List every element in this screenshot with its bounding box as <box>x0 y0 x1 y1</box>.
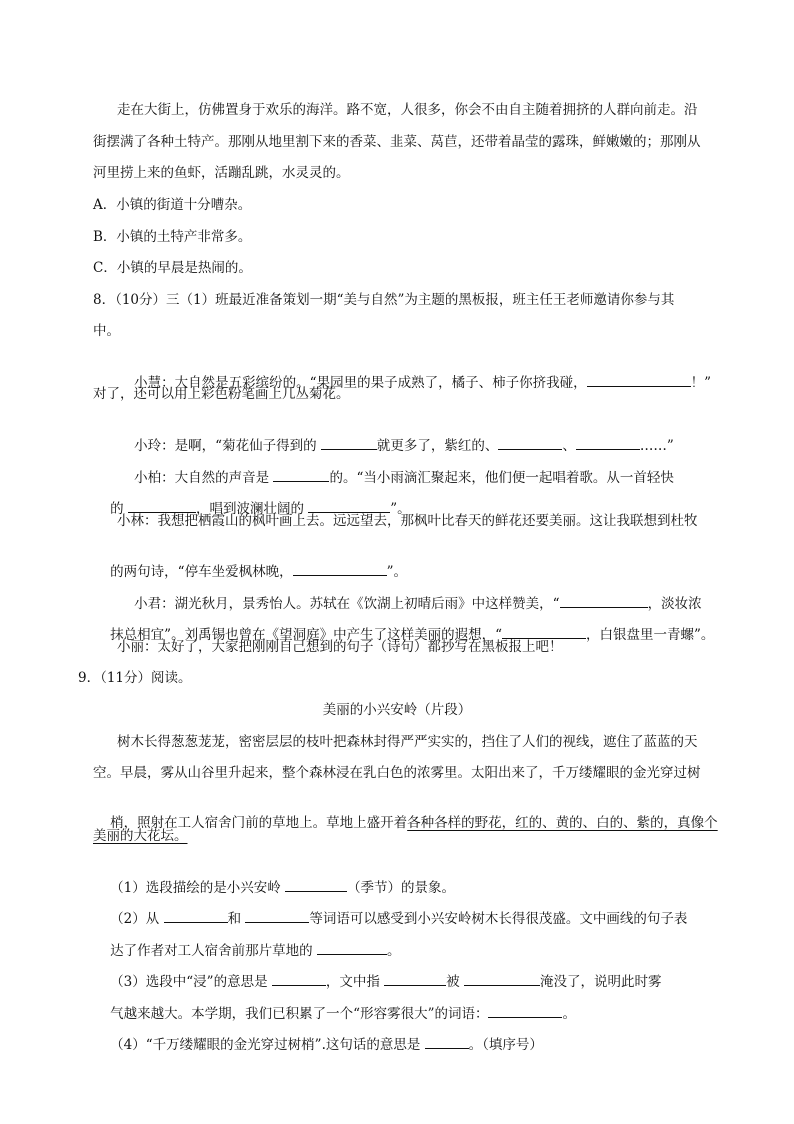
q9-heading: 9．（11分）阅读。 <box>78 670 192 686</box>
xiaojun-line-1: 小君：湖光秋月，景秀怡人。苏轼在《饮湖上初晴后雨》中这样赞美，“ ，淡妆浓 <box>117 575 702 631</box>
xiaolin-line-2: 的两句诗，“停车坐爱枫林晚， ”。 <box>93 543 407 599</box>
answer-blank[interactable] <box>425 1034 469 1049</box>
xiaobai-line-1: 小柏：大自然的声音是 的。“当小雨滴汇聚起来，他们便一起唱着歌。从一首轻快 <box>117 449 674 505</box>
q9-passage-line-4: 美丽的大花坛。 <box>93 828 188 844</box>
xiaohui-line-2: 对了，还可以用上彩色粉笔画上几丛菊花。 <box>93 386 350 402</box>
answer-blank[interactable] <box>502 624 586 639</box>
sub-question-1: （1）选段描绘的是小兴安岭 （季节）的景象。 <box>93 859 455 915</box>
answer-blank[interactable] <box>164 908 228 923</box>
answer-blank[interactable] <box>308 498 390 513</box>
passage-line-2: 街摆满了各种土特产。那刚从地里割下来的香菜、韭菜、莴苣，还带着晶莹的露珠，鲜嫩嫩的；那刚从 <box>93 134 701 150</box>
answer-blank[interactable] <box>384 971 446 986</box>
passage-line-3: 河里捞上来的鱼虾，活蹦乱跳，水灵灵的。 <box>93 165 350 181</box>
q8-heading-line-1: 8．（10分）三（1）班最近准备策划一期“美与自然”为主题的黑板报，班主任王老师邀请你参与其 <box>93 292 675 308</box>
answer-blank[interactable] <box>464 971 540 986</box>
xiaoling-line: 小玲：是啊，“菊花仙子得到的 就更多了，紫红的、 、 ……” <box>117 417 674 473</box>
q8-heading-line-2: 中。 <box>93 323 120 339</box>
xiaolin-line-1: 小林：我想把栖霞山的枫叶画上去。远远望去，那枫叶比春天的鲜花还要美丽。这让我联想到杜牧 <box>117 513 698 529</box>
xiaoli-line: 小丽：太好了，大家把刚刚自己想到的句子（诗句）都抄写在黑板报上吧！ <box>117 639 563 655</box>
sub-question-3-line-1: （3）选段中“浸”的意思是 ，文中指 被 淹没了，说明此时雾 <box>93 953 661 1009</box>
answer-blank[interactable] <box>293 561 387 576</box>
sub-question-2-line-1: （2）从 和 等词语可以感受到小兴安岭树木长得很茂盛。文中画线的句子表 <box>93 890 687 946</box>
option-a: A．小镇的街道十分嘈杂。 <box>93 197 252 213</box>
answer-blank[interactable] <box>498 435 562 450</box>
passage-line-1: 走在大街上，仿佛置身于欢乐的海洋。路不宽，人很多，你会不由自主随着拥挤的人群向前走。沿 <box>117 102 698 118</box>
answer-blank[interactable] <box>245 908 309 923</box>
underlined-sentence: 各种各样的野花，红的、黄的、白的、紫的，真像个 <box>407 815 718 831</box>
answer-blank[interactable] <box>272 971 326 986</box>
answer-blank[interactable] <box>576 435 640 450</box>
xiaojun-line-2: 抹总相宜”。刘禹锡也曾在《望洞庭》中产生了这样美丽的遐想，“ ，白银盘里一青螺”。 <box>93 606 714 662</box>
xiaobai-line-2: 的 ，唱到波澜壮阔的 ”。 <box>93 480 411 536</box>
answer-blank[interactable] <box>587 372 691 387</box>
sub-question-2-line-2: 达了作者对工人宿舍前那片草地的 。 <box>93 922 400 978</box>
sub-question-4: （4）“千万缕耀眼的金光穿过树梢”.这句话的意思是 。（填序号） <box>93 1016 543 1072</box>
answer-blank[interactable] <box>321 435 377 450</box>
q9-passage-line-3: 梢，照射在工人宿舍门前的草地上。草地上盛开着各种各样的野花，红的、黄的、白的、紫的，真像个 <box>110 815 718 831</box>
passage-title: 美丽的小兴安岭（片段） <box>322 702 472 718</box>
option-b: B．小镇的土特产非常多。 <box>93 229 252 245</box>
q9-passage-line-2: 空。早晨，雾从山谷里升起来，整个森林浸在乳白色的浓雾里。太阳出来了，千万缕耀眼的金光穿过树 <box>93 765 701 781</box>
option-c: C．小镇的早晨是热闹的。 <box>93 260 252 276</box>
xiaohui-line-1: 小慧：大自然是五彩缤纷的。“果园里的果子成熟了，橘子、柿子你挤我碰， ！” <box>117 354 711 410</box>
sub-question-3-line-2: 气越来越大。本学期，我们已积累了一个“形容雾很大”的词语： 。 <box>93 985 576 1041</box>
q9-passage-line-1: 树木长得葱葱茏茏，密密层层的枝叶把森林封得严严实实的，挡住了人们的视线，遮住了蓝蓝的天 <box>117 734 698 750</box>
answer-blank[interactable] <box>128 498 196 513</box>
